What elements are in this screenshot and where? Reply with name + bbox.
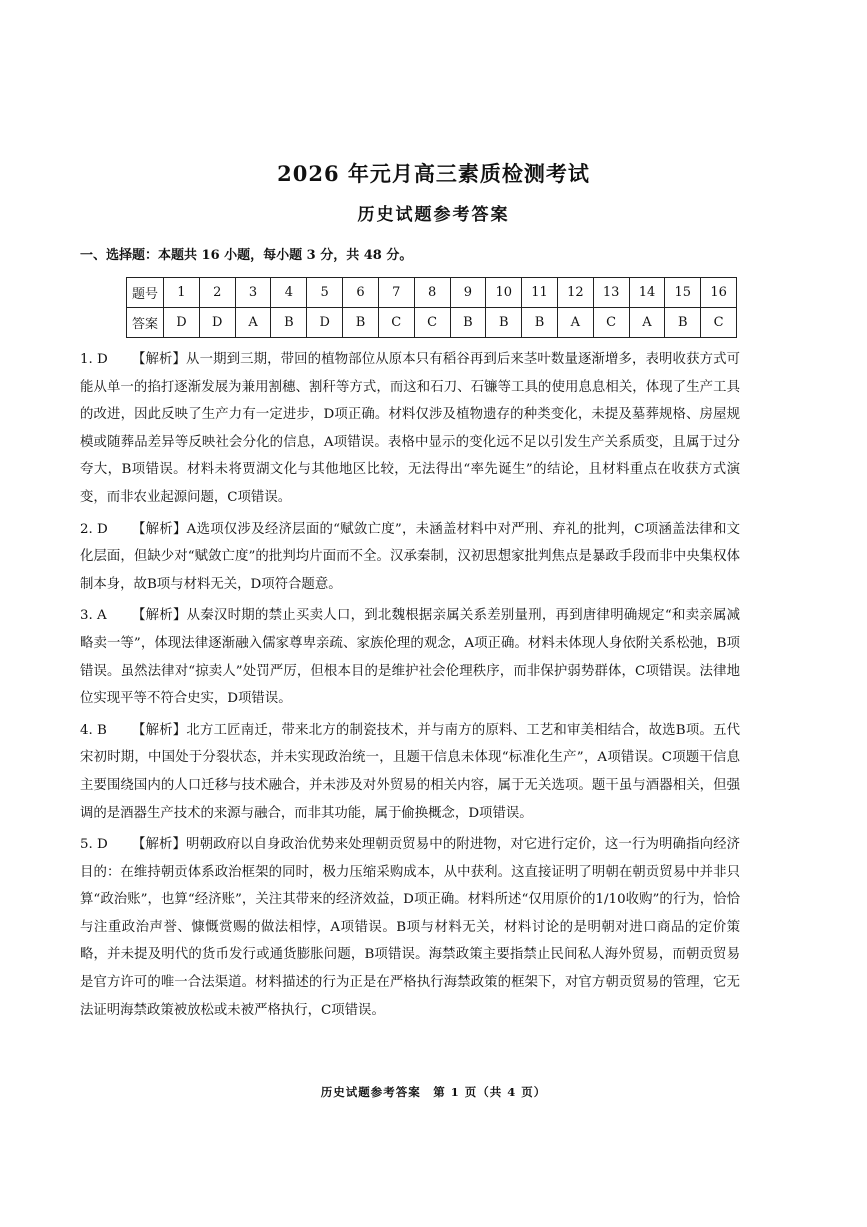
answer-table — [126, 277, 737, 338]
answer-cell: B — [271, 308, 307, 338]
question-number-cell: 5 — [307, 278, 343, 308]
question-number-cell: 15 — [665, 278, 701, 308]
answer-cell: B — [665, 308, 701, 338]
answer-cell: B — [522, 308, 558, 338]
answer-cell: C — [701, 308, 737, 338]
question-number-cell: 8 — [414, 278, 450, 308]
answer-cell: A — [629, 308, 665, 338]
explanation-item — [80, 346, 740, 512]
item-text: 【解析】从一期到三期，带回的植物部位从原本只有稻谷再到后来茎叶数量逐渐增多，表明收获方式可能从单一的掐打逐渐发展为兼用割穗、割秆等方式，而这和石刀、石镰等工具的使用息息相关，体现了生产工具的改进，因此反映了生产力有一定进步，D项正确。材料仅涉及植物遗存的种类变化，未提及墓葬规格、房屋规模或随葬品差异等反映社会分化的信息，A项错误。表格中显示的变化远不足以引发生产关系质变，且属于过分夸大，B项错误。材料未将贾湖文化与其他地区比较，无法得出“率先诞生”的结论，且材料重点在收获方式演变，而非农业起源问题，C项错误。 — [80, 352, 740, 505]
answer-cell: B — [343, 308, 379, 338]
question-number-cell: 7 — [378, 278, 414, 308]
item-number: 2. D — [80, 521, 108, 537]
question-number-cell: 14 — [629, 278, 665, 308]
row-label-number: 题号 — [127, 278, 164, 308]
page-footer: 历史试题参考答案 第 1 页（共 4 页） — [320, 1085, 547, 1099]
page-title: 2026 年元月高三素质检测考试 — [277, 161, 590, 186]
question-number-cell: 1 — [164, 278, 200, 308]
question-number-cell: 3 — [235, 278, 271, 308]
answer-cell: D — [164, 308, 200, 338]
answer-cell: C — [593, 308, 629, 338]
question-number-cell: 13 — [593, 278, 629, 308]
answer-cell: A — [235, 308, 271, 338]
answer-cell: C — [414, 308, 450, 338]
answer-cell: D — [199, 308, 235, 338]
question-number-cell: 6 — [343, 278, 379, 308]
question-number-cell: 4 — [271, 278, 307, 308]
row-label-answer: 答案 — [127, 308, 164, 338]
question-number-cell: 12 — [557, 278, 593, 308]
item-number: 5. D — [80, 837, 108, 853]
explanation-item — [80, 831, 740, 1024]
explanation-list — [80, 346, 740, 1028]
explanation-item — [80, 602, 740, 712]
question-number-cell: 2 — [199, 278, 235, 308]
item-number: 4. B — [80, 722, 107, 738]
question-number-cell: 11 — [522, 278, 558, 308]
answer-cell: C — [378, 308, 414, 338]
item-text: 【解析】北方工匠南迁，带来北方的制瓷技术，并与南方的原料、工艺和审美相结合，故选B项。五代宋初时期，中国处于分裂状态，并未实现政治统一，且题干信息未体现“标准化生产”，A项错误。C项题干信息主要围绕国内的人口迁移与技术融合，并未涉及对外贸易的相关内容，属于无关选项。题干虽与酒器相关，但强调的是酒器生产技术的来源与融合，而非其功能，属于偷换概念，D项错误。 — [80, 722, 740, 821]
section-heading: 一、选择题：本题共 16 小题，每小题 3 分，共 48 分。 — [80, 248, 413, 263]
item-number: 3. A — [80, 608, 107, 624]
answer-cell: D — [307, 308, 343, 338]
item-text: 【解析】A选项仅涉及经济层面的“赋敛亡度”，未涵盖材料中对严刑、弃礼的批判，C项涵盖法律和文化层面，但缺少对“赋敛亡度”的批判均片面而不全。汉承秦制，汉初思想家批判焦点是暴政手段而非中央集权体制本身，故B项与材料无关，D项符合题意。 — [80, 521, 740, 592]
explanation-item — [80, 516, 740, 599]
answer-cell: A — [557, 308, 593, 338]
page-subtitle: 历史试题参考答案 — [357, 205, 510, 225]
answer-cell: B — [486, 308, 522, 338]
question-number-cell: 16 — [701, 278, 737, 308]
item-text: 【解析】明朝政府以自身政治优势来处理朝贡贸易中的附进物，对它进行定价，这一行为明确指向经济目的：在维持朝贡体系政治框架的同时，极力压缩采购成本，从中获利。这直接证明了明朝在朝贡贸易中并非只算“政治账”，也算“经济账”，关注其带来的经济效益，D项正确。材料所述“仅用原价的1/10收购”的行为，恰恰与注重政治声誉、慷慨赏赐的做法相悖，A项错误。B项与材料无关，材料讨论的是明朝对进口商品的定价策略，并未提及明代的货币发行或通货膨胀问题，B项错误。海禁政策主要指禁止民间私人海外贸易，而朝贡贸易是官方许可的唯一合法渠道。材料描述的行为正是在严格执行海禁政策的框架下，对官方朝贡贸易的管理，它无法证明海禁政策被放松或未被严格执行，C项错误。 — [80, 837, 740, 1018]
question-number-cell: 10 — [486, 278, 522, 308]
table-row-answers — [127, 308, 737, 338]
question-number-cell: 9 — [450, 278, 486, 308]
item-text: 【解析】从秦汉时期的禁止买卖人口，到北魏根据亲属关系差别量刑，再到唐律明确规定“和卖亲属减略卖一等”，体现法律逐渐融入儒家尊卑亲疏、家族伦理的观念，A项正确。材料未体现人身依附关系松弛，B项错误。虽然法律对“掠卖人”处罚严厉，但根本目的是维护社会伦理秩序，而非保护弱势群体，C项错误。法律地位实现平等不符合史实，D项错误。 — [80, 608, 740, 707]
answer-cell: B — [450, 308, 486, 338]
explanation-item — [80, 717, 740, 827]
table-row-numbers — [127, 278, 737, 308]
item-number: 1. D — [80, 352, 108, 367]
